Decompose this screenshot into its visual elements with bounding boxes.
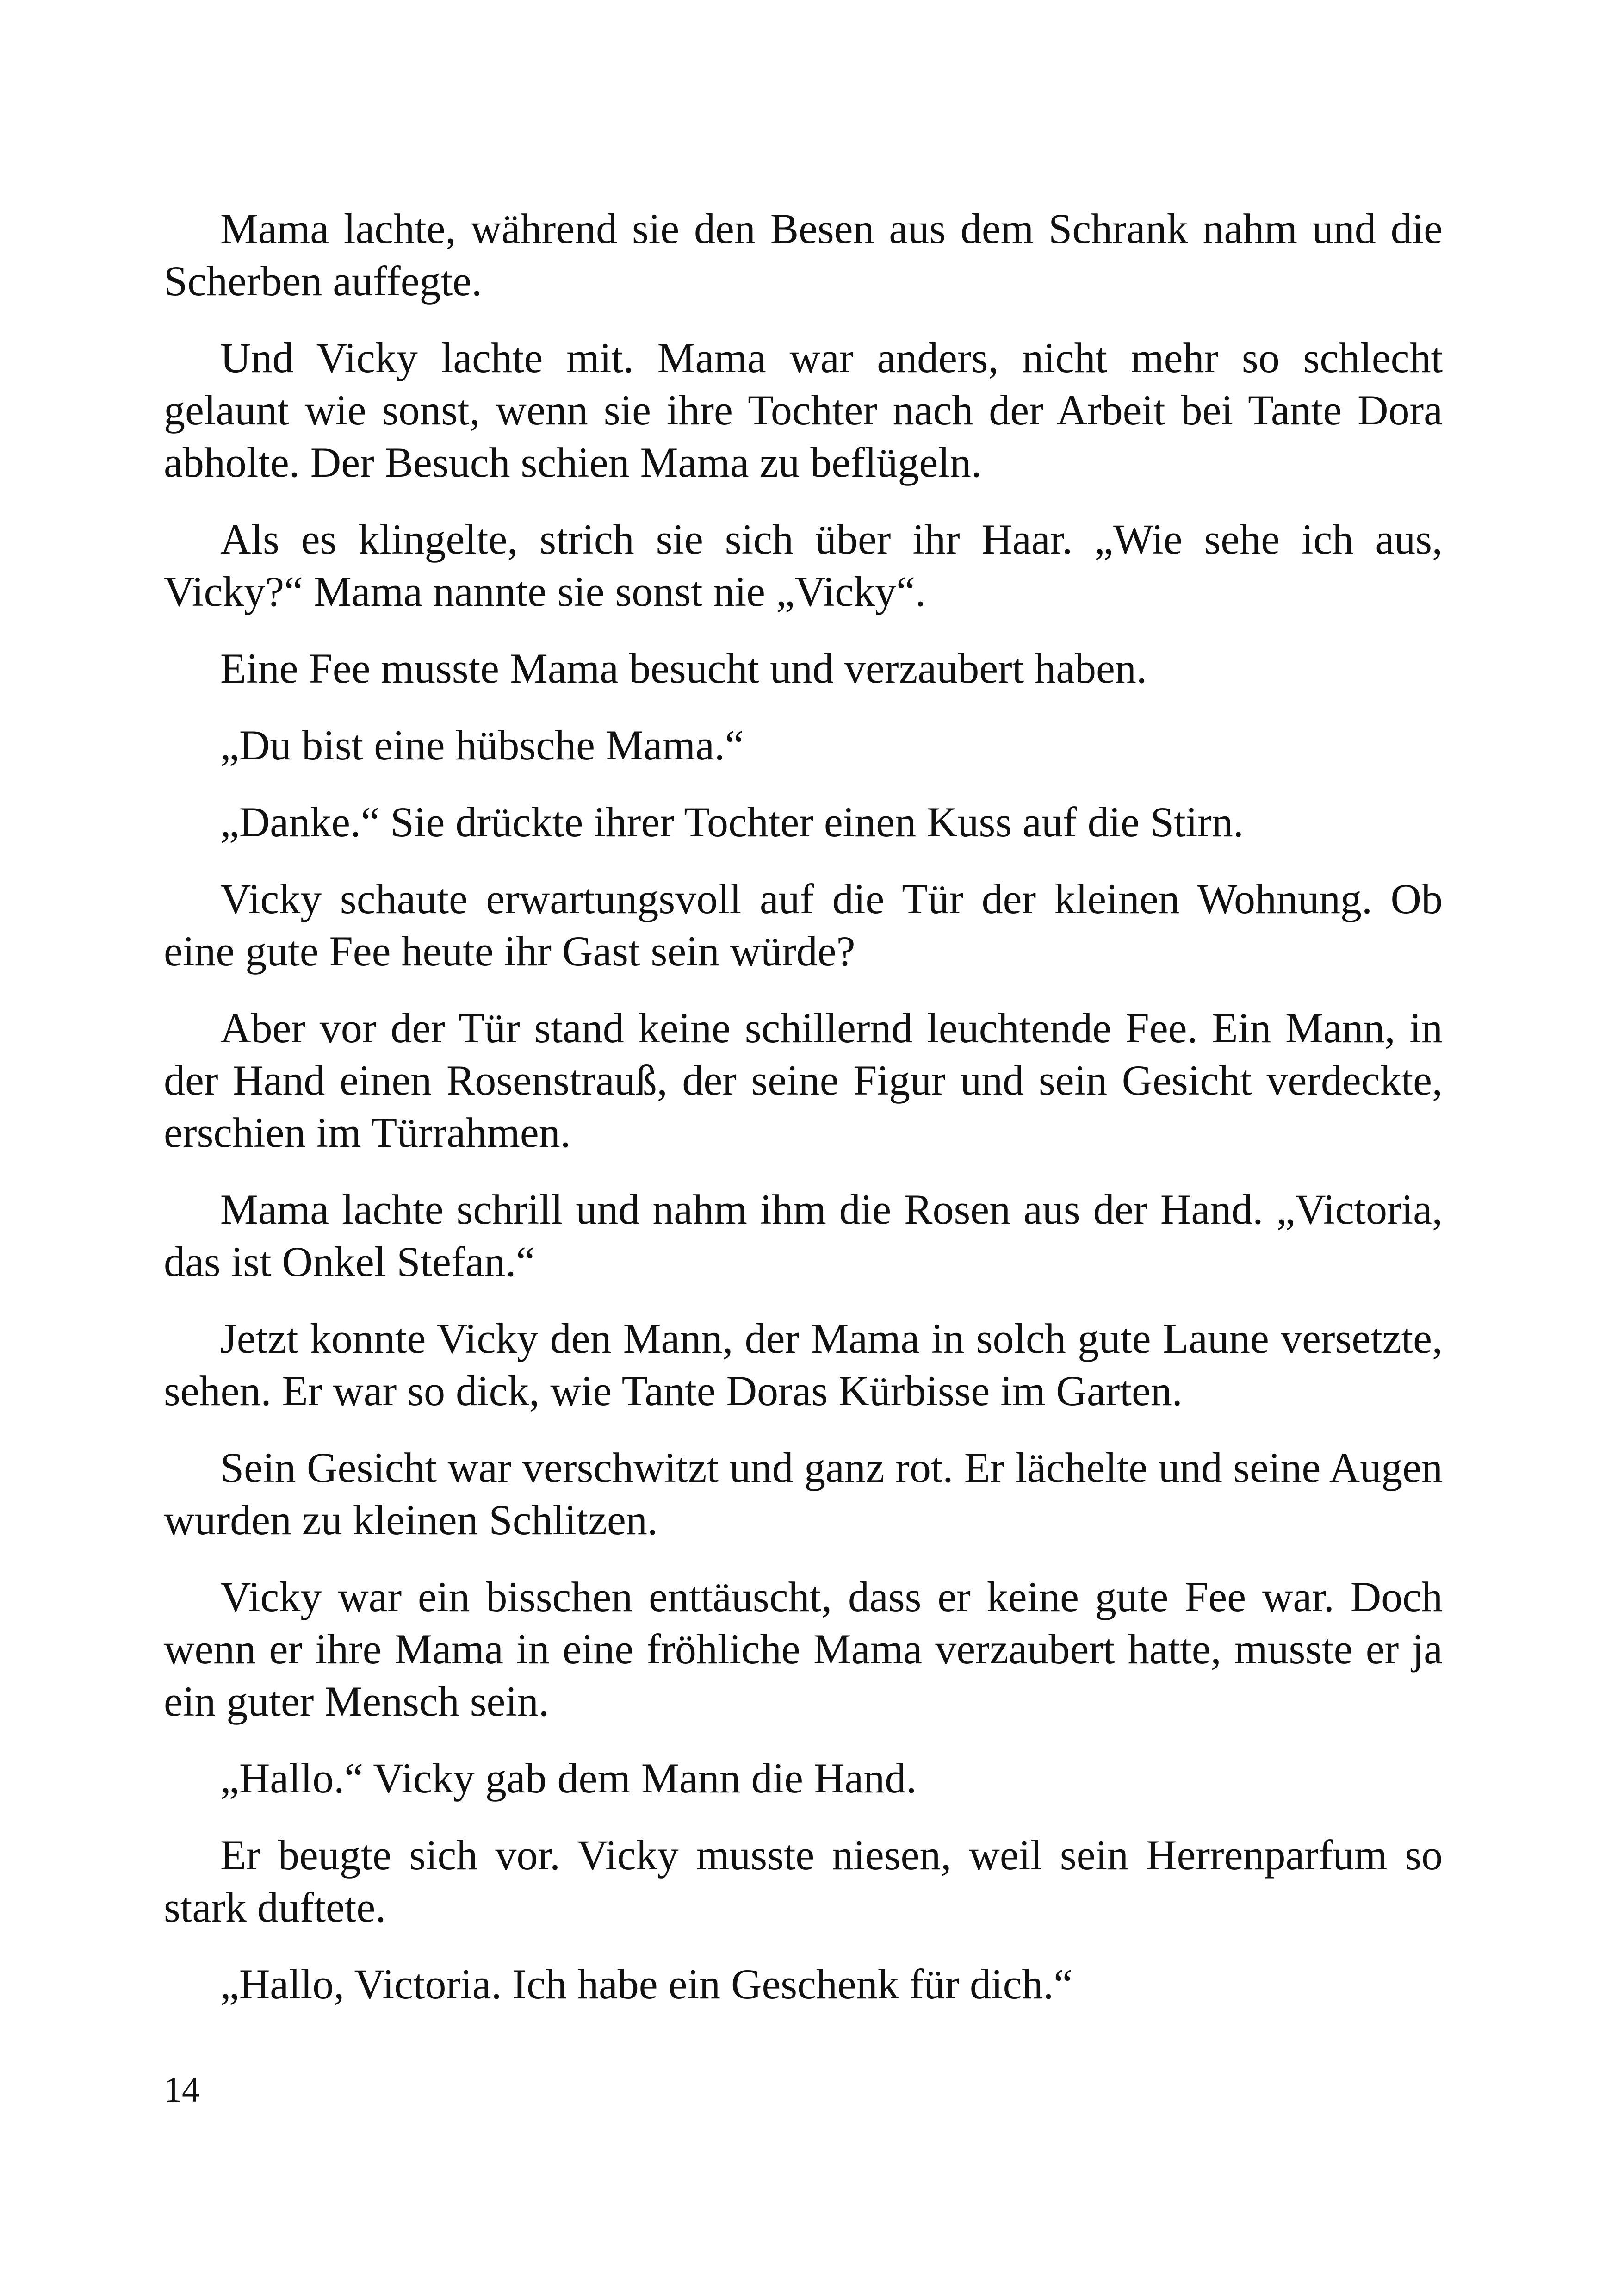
paragraph: Mama lachte, während sie den Besen aus dem Schrank nahm und die Scherben auffegte. — [164, 205, 1443, 305]
paragraph: Sein Gesicht war verschwitzt und ganz rot. Er lächelte und seine Augen wurden zu kleinen Schlitzen. — [164, 1444, 1443, 1543]
paragraph: Vicky war ein bisschen enttäuscht, dass er keine gute Fee war. Doch wenn er ihre Mama in eine fröhliche Mama verzaubert hatte, musste er ja ein guter Mensch sein. — [164, 1573, 1443, 1725]
paragraph: Vicky schaute erwartungsvoll auf die Tür der kleinen Wohnung. Ob eine gute Fee heute ihr Gast sein würde? — [164, 875, 1443, 975]
paragraph: Als es klingelte, strich sie sich über ihr Haar. „Wie sehe ich aus, Vicky?“ Mama nannte sie sonst nie „Vicky“. — [164, 516, 1443, 615]
paragraph: „Danke.“ Sie drückte ihrer Tochter einen Kuss auf die Stirn. — [220, 798, 1244, 846]
paragraph: „Du bist eine hübsche Mama.“ — [220, 722, 744, 769]
paragraph: Er beugte sich vor. Vicky musste niesen, weil sein Herrenparfum so stark duftete. — [164, 1831, 1443, 1931]
paragraph: Jetzt konnte Vicky den Mann, der Mama in solch gute Laune versetzte, sehen. Er war so dick, wie Tante Doras Kürbisse im Garten. — [164, 1315, 1443, 1414]
paragraph: „Hallo, Victoria. Ich habe ein Geschenk für dich.“ — [220, 1960, 1073, 2008]
page-body — [164, 203, 1443, 2035]
paragraph: „Hallo.“ Vicky gab dem Mann die Hand. — [220, 1755, 917, 1802]
paragraph: Und Vicky lachte mit. Mama war anders, nicht mehr so schlecht gelaunt wie sonst, wenn sie ihre Tochter nach der Arbeit bei Tante Dora abholte. Der Besuch schien Mama zu beflügeln. — [164, 334, 1443, 486]
paragraph: Eine Fee musste Mama besucht und verzaubert haben. — [220, 645, 1147, 692]
page-number: 14 — [164, 2069, 200, 2109]
paragraph: Mama lachte schrill und nahm ihm die Rosen aus der Hand. „Victoria, das ist Onkel Stefan.“ — [164, 1186, 1443, 1285]
paragraph: Aber vor der Tür stand keine schillernd leuchtende Fee. Ein Mann, in der Hand einen Rosenstrauß, der seine Figur und sein Gesicht verdeckte, erschien im Türrahmen. — [164, 1004, 1443, 1156]
